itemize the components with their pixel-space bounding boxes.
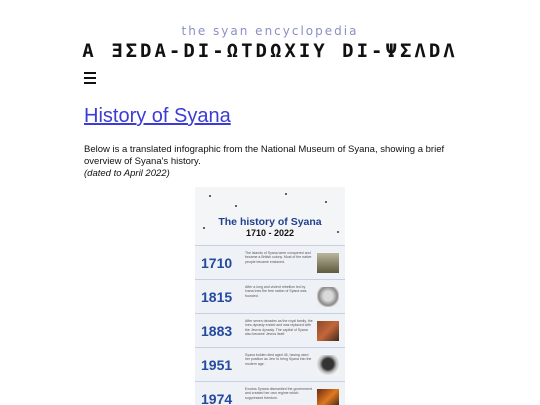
timeline-text: The islands of Syana were conquered and became a British colony. Most of the native people became enslaved. — [245, 250, 312, 264]
timeline-row — [195, 347, 345, 381]
infographic-header — [195, 187, 345, 245]
timeline-image — [317, 287, 339, 307]
timeline-year: 1883 — [201, 322, 233, 339]
timeline-text: After seven decades as the royal family, the Ines dynasty ended and was replaced with the Jevros dynasty. The capital of Syana also became Jevros itself. — [245, 318, 313, 336]
menu-bar — [84, 82, 96, 84]
infographic-range: 1710 - 2022 — [245, 228, 295, 238]
timeline-row — [195, 381, 345, 405]
timeline-image — [317, 321, 339, 341]
menu-bar — [84, 77, 96, 79]
timeline-year: 1974 — [201, 390, 233, 405]
timeline-image — [317, 389, 339, 405]
page-title[interactable]: History of Syana — [84, 105, 231, 127]
timeline-image — [317, 253, 339, 273]
decor-dot — [235, 205, 237, 207]
infographic-title: The history of Syana — [218, 216, 322, 228]
site-subtitle: the syan encyclopedia — [181, 24, 359, 38]
site-title[interactable]: A ƎΣDA-DI-ΩΤDΩΧΙΥ DI-ΨΣΛDΛ — [82, 40, 458, 62]
timeline-row — [195, 313, 345, 347]
timeline-year: 1710 — [201, 254, 233, 271]
timeline-text: Exodus Syrana dismantled the government and created her own regime which suppressed freedom. — [245, 386, 312, 400]
hamburger-icon[interactable] — [84, 72, 96, 84]
timeline-text: Syana bolden died aged 46, having used her position as Jevr to bring Syana into the modern age. — [245, 352, 312, 366]
timeline-row — [195, 279, 345, 313]
decor-dot — [325, 201, 327, 203]
menu-bar — [84, 72, 96, 74]
dated-note: (dated to April 2022) — [84, 168, 170, 179]
timeline-image — [317, 355, 339, 375]
timeline-text: After a long and violent rebellion led by Ivana Ines the free nation of Syana was founded. — [245, 284, 307, 298]
timeline-row — [195, 245, 345, 279]
decor-dot — [285, 193, 287, 195]
decor-dot — [209, 195, 211, 197]
timeline-year: 1951 — [201, 356, 233, 373]
timeline-year: 1815 — [201, 288, 233, 305]
intro-text: Below is a translated infographic from the National Museum of Syana, showing a brief overview of Syana's history. — [84, 144, 445, 167]
history-infographic — [195, 187, 345, 405]
